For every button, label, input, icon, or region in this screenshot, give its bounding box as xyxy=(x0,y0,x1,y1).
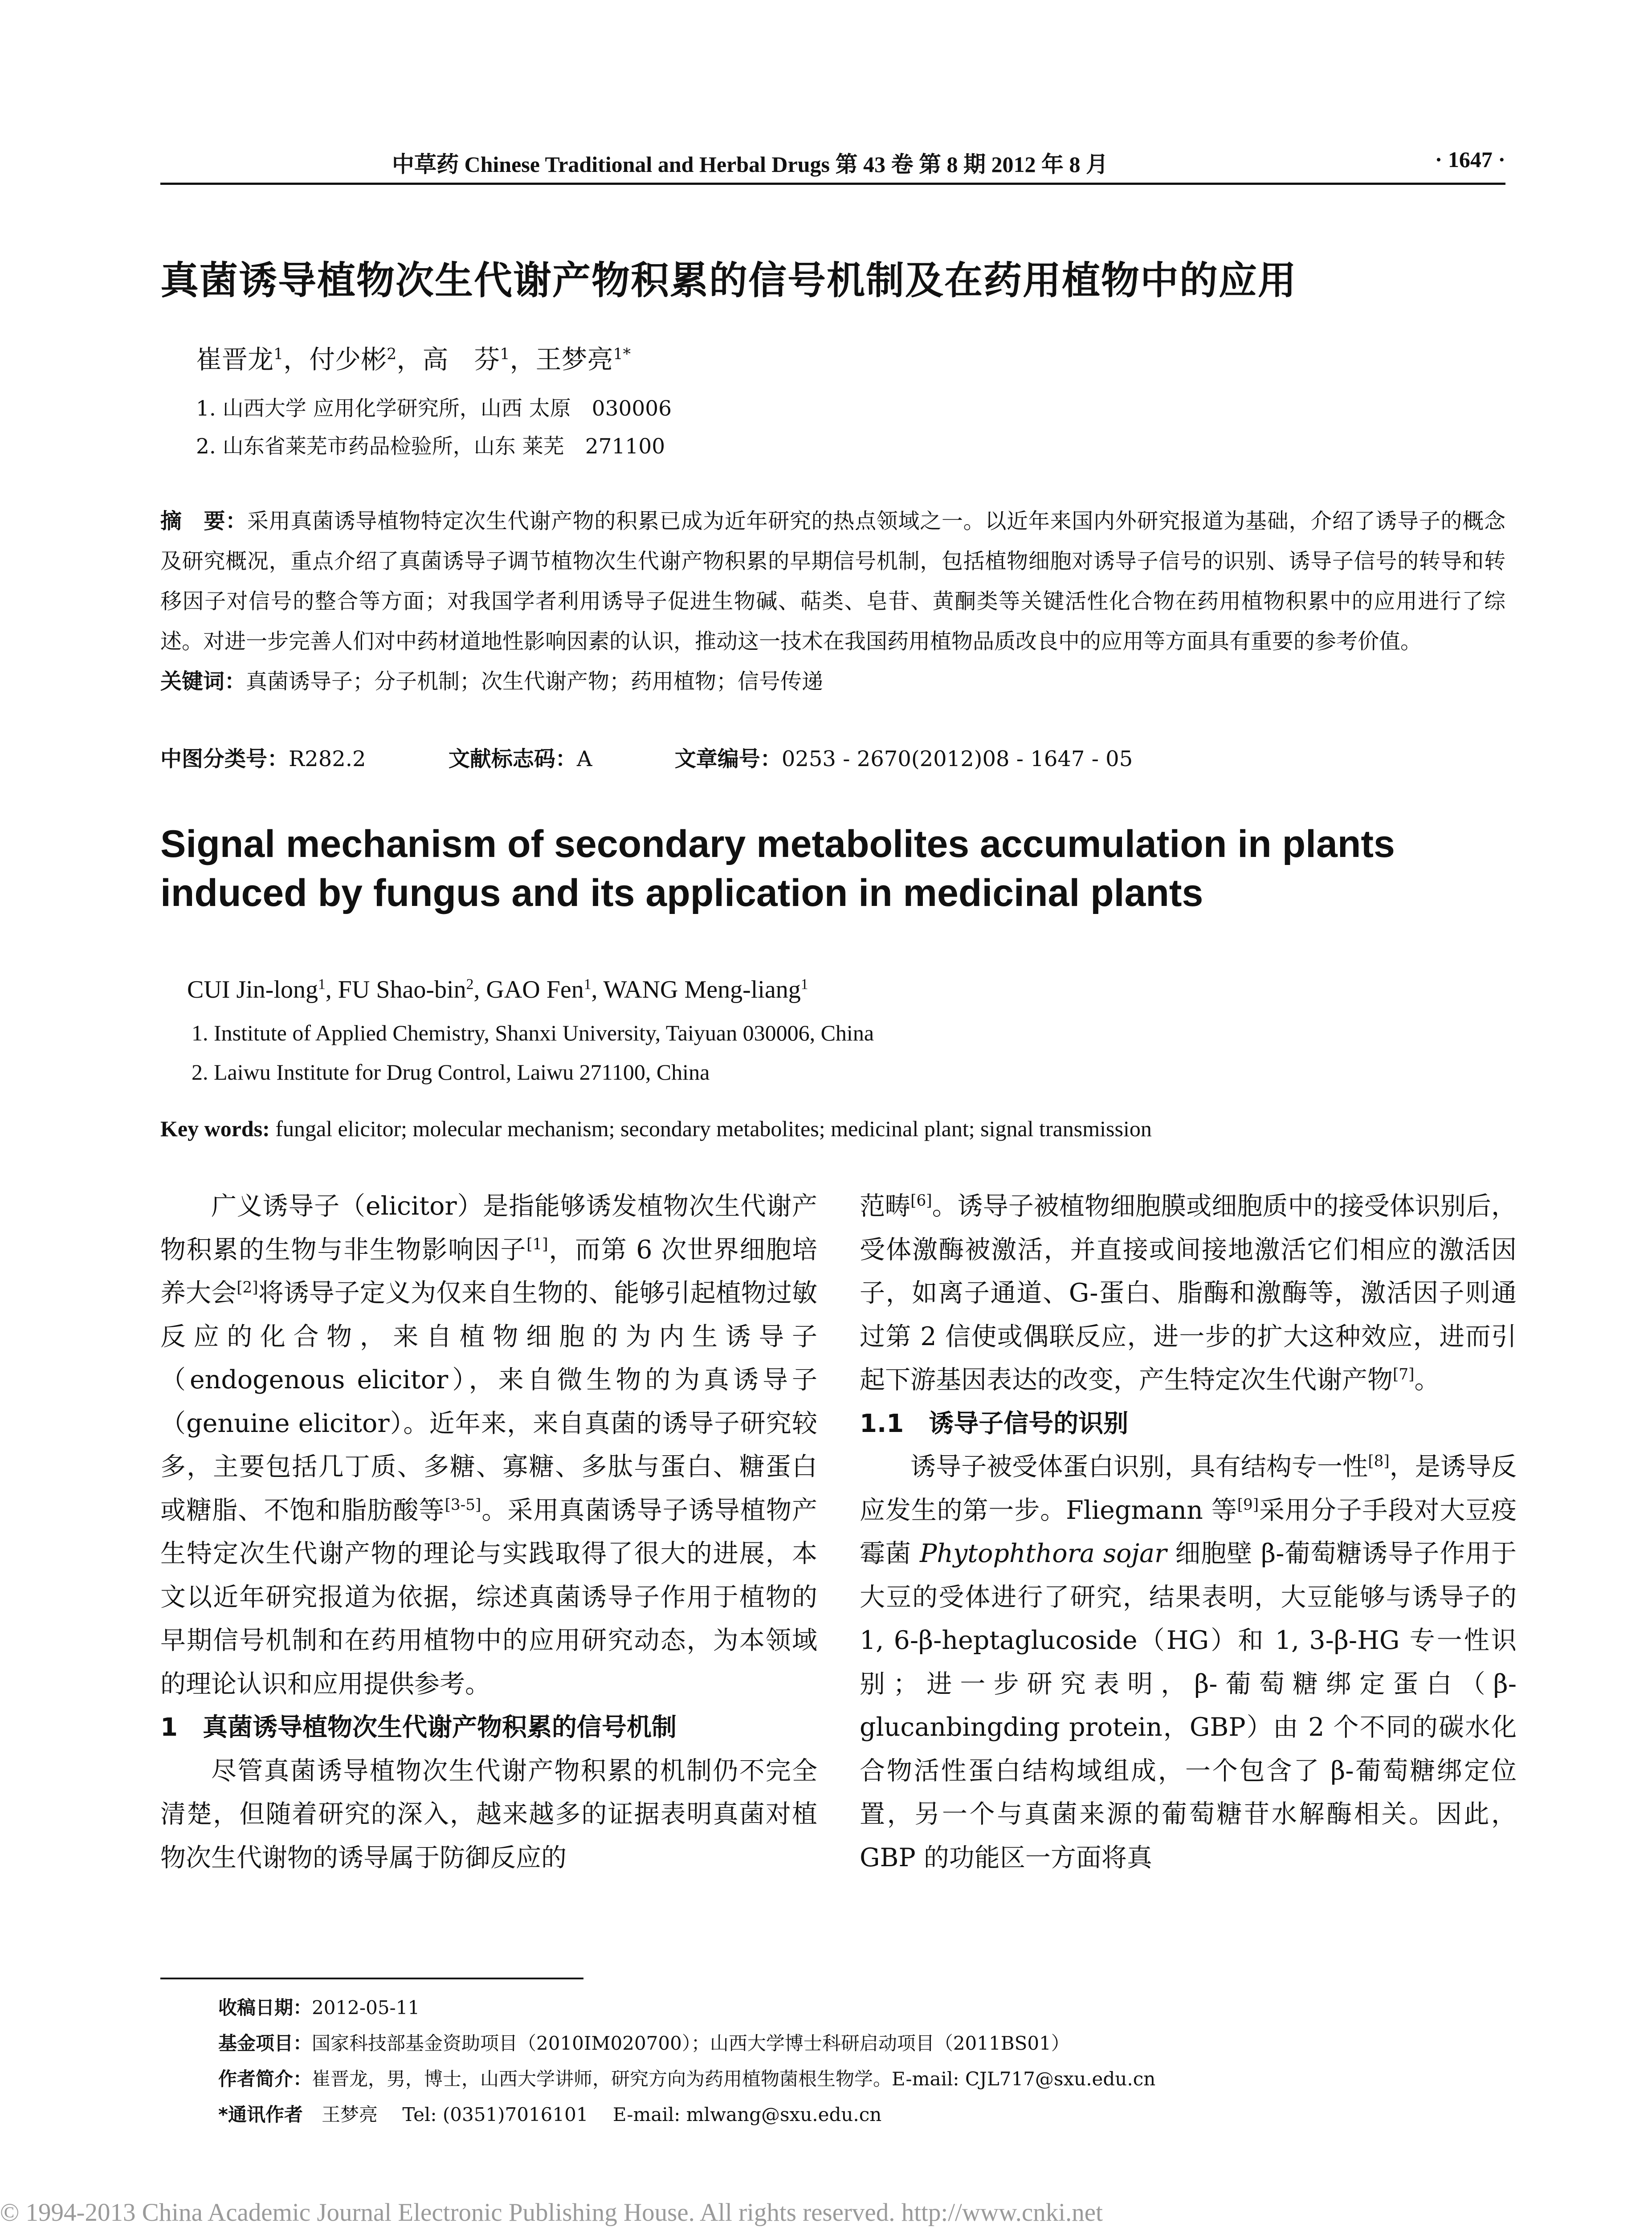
citation: [3-5] xyxy=(445,1496,481,1514)
copyright-notice: © 1994-2013 China Academic Journal Electronic Publishing House. All rights reserved. http://www.cnki.net xyxy=(0,2198,1103,2227)
species-name: Phytophthora sojar xyxy=(919,1539,1167,1568)
affiliation-chinese-2: 2. 山东省莱芜市药品检验所，山东 莱芜 271100 xyxy=(196,434,665,459)
keywords-text: 真菌诱导子；分子机制；次生代谢产物；药用植物；信号传递 xyxy=(246,669,824,694)
clc-value: R282.2 xyxy=(289,746,366,771)
doc-code-value: A xyxy=(576,746,592,771)
footnote-label: 基金项目： xyxy=(218,2032,312,2054)
abstract-chinese xyxy=(160,501,1505,702)
citation: [8] xyxy=(1368,1452,1390,1470)
body-text: ，而第 6 次世界细胞培养大会 xyxy=(160,1235,817,1308)
body-text: 范畴 xyxy=(860,1191,911,1221)
article-no-value: 0253 - 2670(2012)08 - 1647 - 05 xyxy=(781,746,1133,771)
body-column-left xyxy=(160,1185,817,1880)
body-text: 。采用真菌诱导子诱导植物产生特定次生代谢产物的理论与实践取得了很大的进展，本文以近年研究报道为依据，综述真菌诱导子作用于植物的早期信号机制和在药用植物中的应用研究动态，为本领域的理论认识和应用提供参考。 xyxy=(160,1495,818,1699)
article-no-label: 文章编号： xyxy=(674,746,782,771)
body-paragraph xyxy=(860,1445,1517,1880)
author-name: ，高 芬 xyxy=(396,344,500,375)
author-affil-mark: 2 xyxy=(387,345,397,363)
authors-english xyxy=(187,975,808,1004)
clc-label: 中图分类号： xyxy=(160,746,289,771)
author-name: ，付少彬 xyxy=(283,344,387,375)
body-text: 。 xyxy=(1414,1365,1440,1395)
body-text: 。诱导子被植物细胞膜或细胞质中的接受体识别后，受体激酶被激活，并直接或间接地激活它们相应的激活因子，如离子通道、G-蛋白、脂酶和激酶等，激活因子则通过第 2 信使或偶联反应，进一步的扩大这种效应，进而引起下游基因表达的改变，产生特定次生代谢产物 xyxy=(860,1191,1517,1395)
body-text: 诱导子被受体蛋白识别，具有结构专一性 xyxy=(910,1452,1368,1481)
citation: [2] xyxy=(237,1279,258,1297)
body-paragraph xyxy=(860,1185,1517,1402)
footnote-received xyxy=(218,1993,420,2020)
author-name: , GAO Fen xyxy=(473,976,584,1003)
footnote-text: 国家科技部基金资助项目（2010IM020700）；山西大学博士科研启动项目（2011BS01） xyxy=(312,2032,1070,2054)
citation: [6] xyxy=(910,1192,932,1210)
affiliation-english-1: 1. Institute of Applied Chemistry, Shanxi University, Taiyuan 030006, China xyxy=(192,1020,874,1045)
footnote-author xyxy=(218,2064,1155,2091)
running-header xyxy=(160,140,1505,181)
header-rule xyxy=(160,183,1505,185)
keywords-english-label: Key words: xyxy=(160,1116,270,1141)
footnote-rule xyxy=(160,1978,583,1979)
body-column-right xyxy=(860,1185,1517,1880)
body-text: 细胞壁 β-葡萄糖诱导子作用于大豆的受体进行了研究，结果表明，大豆能够与诱导子的 1, 6-β-heptaglucoside（HG）和 1, 3-β-HG 专一性识别；进一步研究表明，β-葡萄糖绑定蛋白（β-glucanbingding protein，GBP）由 2 个不同的碳水化合物活性蛋白结构域组成，一个包含了 β-葡萄糖绑定位置，另一个与真菌来源的葡萄糖苷水解酶相关。因此，GBP 的功能区一方面将真 xyxy=(860,1539,1517,1872)
author-name: , FU Shao-bin xyxy=(325,976,466,1003)
author-name: , WANG Meng-liang xyxy=(591,976,801,1003)
body-text: ，是诱导反应发生的第一步。Fliegmann 等 xyxy=(860,1452,1517,1525)
footnote-label: 作者简介： xyxy=(218,2068,312,2090)
title-english: Signal mechanism of secondary metabolites accumulation in plants induced by fungus and its application in medicinal plants xyxy=(160,823,1395,914)
affiliation-english-2: 2. Laiwu Institute for Drug Control, Laiwu 271100, China xyxy=(192,1060,710,1085)
author-affil-mark: 1 xyxy=(583,976,591,993)
keywords-label: 关键词： xyxy=(160,669,246,694)
footnote-fund xyxy=(218,2029,1070,2056)
citation: [9] xyxy=(1237,1496,1259,1514)
footnote-label: 收稿日期： xyxy=(218,1997,312,2019)
journal-info: 中草药 Chinese Traditional and Herbal Drugs 第 43 卷 第 8 期 2012 年 8 月 xyxy=(392,152,1108,177)
body-text: 采用分子手段对大豆疫霉菌 xyxy=(860,1495,1517,1568)
keywords-english-text: fungal elicitor; molecular mechanism; secondary metabolites; medicinal plant; signal transmission xyxy=(269,1116,1152,1141)
body-text: 将诱导子定义为仅来自生物的、能够引起植物过敏反应的化合物，来自植物细胞的为内生诱导子（endogenous elicitor），来自微生物的为真诱导子（genuine elicitor）。近年来，来自真菌的诱导子研究较多，主要包括几丁质、多糖、寡糖、多肽与蛋白、糖蛋白或糖脂、不饱和脂肪酸等 xyxy=(160,1278,817,1525)
title-chinese: 真菌诱导植物次生代谢产物积累的信号机制及在药用植物中的应用 xyxy=(160,258,1297,303)
authors-chinese xyxy=(196,339,631,376)
author-name: ，王梦亮 xyxy=(510,344,613,375)
citation: [1] xyxy=(526,1235,548,1253)
body-text: 广义诱导子（elicitor）是指能够诱发植物次生代谢产物积累的生物与非生物影响因子 xyxy=(160,1191,817,1264)
author-affil-mark: 1* xyxy=(613,345,631,363)
footnote-corresponding xyxy=(218,2100,881,2127)
affiliation-chinese-1: 1. 山西大学 应用化学研究所，山西 太原 030006 xyxy=(196,396,672,421)
author-affil-mark: 1 xyxy=(318,976,326,993)
author-affil-mark: 1 xyxy=(800,976,808,993)
author-name: CUI Jin-long xyxy=(187,976,318,1003)
footnote-label: *通讯作者 xyxy=(218,2104,303,2125)
abstract-label: 摘 要： xyxy=(160,509,247,534)
author-name: 崔晋龙 xyxy=(196,344,274,375)
keywords-english xyxy=(160,1116,1152,1142)
page-number: · 1647 · xyxy=(1435,147,1505,172)
doc-code-label: 文献标志码： xyxy=(448,746,577,771)
abstract-text: 采用真菌诱导植物特定次生代谢产物的积累已成为近年研究的热点领域之一。以近年来国内外研究报道为基础，介绍了诱导子的概念及研究概况，重点介绍了真菌诱导子调节植物次生代谢产物积累的早期信号机制，包括植物细胞对诱导子信号的识别、诱导子信号的转导和转移因子对信号的整合等方面；对我国学者利用诱导子促进生物碱、萜类、皂苷、黄酮类等关键活性化合物在药用植物积累中的应用进行了综述。对进一步完善人们对中药材道地性影响因素的认识，推动这一技术在我国药用植物品质改良中的应用等方面具有重要的参考价值。 xyxy=(160,509,1505,654)
classification-line xyxy=(160,742,1133,772)
footnote-text: 崔晋龙，男，博士，山西大学讲师，研究方向为药用植物菌根生物学。E-mail: CJL717@sxu.edu.cn xyxy=(312,2068,1156,2090)
footnote-text: 王梦亮 Tel: (0351)7016101 E-mail: mlwang@sxu.edu.cn xyxy=(302,2104,882,2125)
author-affil-mark: 2 xyxy=(466,976,474,993)
section-heading: 1 真菌诱导植物次生代谢产物积累的信号机制 xyxy=(160,1713,677,1742)
body-paragraph: 尽管真菌诱导植物次生代谢产物积累的机制仍不完全清楚，但随着研究的深入，越来越多的证据表明真菌对植物次生代谢物的诱导属于防御反应的 xyxy=(160,1756,817,1872)
author-affil-mark: 1 xyxy=(273,345,284,363)
footnote-text: 2012-05-11 xyxy=(312,1997,420,2019)
citation: [7] xyxy=(1393,1366,1415,1383)
author-affil-mark: 1 xyxy=(500,345,510,363)
subsection-heading: 1.1 诱导子信号的识别 xyxy=(860,1409,1129,1438)
body-paragraph xyxy=(160,1185,817,1706)
